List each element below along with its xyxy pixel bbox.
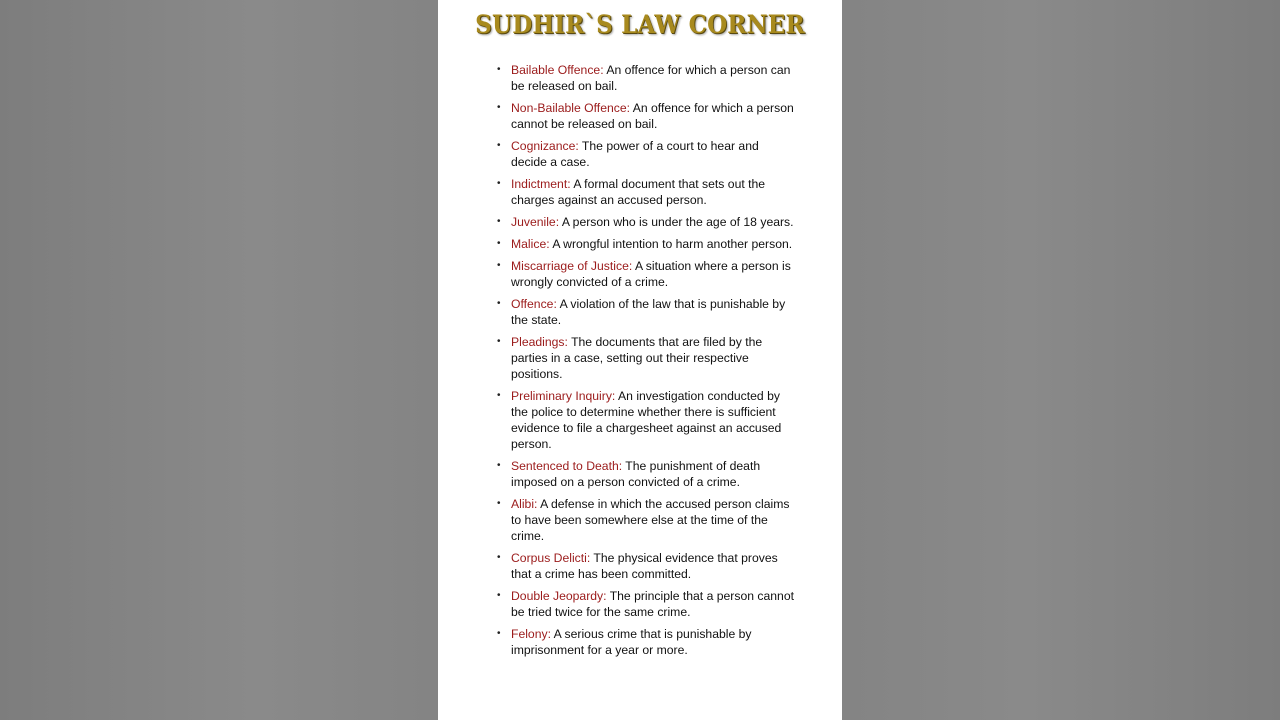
- list-item: [496, 176, 796, 208]
- term-definition: An offence for which a person can be released on bail.: [511, 63, 791, 93]
- bullet-icon: •: [497, 178, 501, 189]
- term-definition: The physical evidence that proves that a crime has been committed.: [511, 551, 778, 581]
- term-label: Pleadings:: [511, 335, 568, 349]
- list-item: [496, 588, 796, 620]
- term-label: Miscarriage of Justice:: [511, 259, 633, 273]
- list-item: [496, 100, 796, 132]
- list-item: [496, 334, 796, 382]
- term-definition: The power of a court to hear and decide a case.: [511, 139, 759, 169]
- list-item: [496, 550, 796, 582]
- term-label: Preliminary Inquiry:: [511, 389, 616, 403]
- bullet-icon: •: [497, 590, 501, 601]
- list-item: [496, 458, 796, 490]
- glossary-list: [496, 62, 796, 664]
- list-item: [496, 296, 796, 328]
- term-label: Alibi:: [511, 497, 538, 511]
- term-label: Felony:: [511, 627, 551, 641]
- bullet-icon: •: [497, 298, 501, 309]
- bullet-icon: •: [497, 336, 501, 347]
- term-definition: An offence for which a person cannot be released on bail.: [511, 101, 794, 131]
- bullet-icon: •: [497, 216, 501, 227]
- list-item: [496, 138, 796, 170]
- term-definition: A person who is under the age of 18 years.: [559, 215, 794, 229]
- list-item: [496, 496, 796, 544]
- term-label: Double Jeopardy:: [511, 589, 607, 603]
- list-item: [496, 214, 796, 230]
- term-definition: The principle that a person cannot be tried twice for the same crime.: [511, 589, 794, 619]
- bullet-icon: •: [497, 460, 501, 471]
- list-item: [496, 258, 796, 290]
- term-definition: A serious crime that is punishable by imprisonment for a year or more.: [511, 627, 752, 657]
- bullet-icon: •: [497, 64, 501, 75]
- document-page: [438, 0, 842, 720]
- term-label: Cognizance:: [511, 139, 579, 153]
- bullet-icon: •: [497, 260, 501, 271]
- list-item: [496, 62, 796, 94]
- term-definition: A wrongful intention to harm another person.: [549, 237, 793, 251]
- bullet-icon: •: [497, 140, 501, 151]
- term-label: Non-Bailable Offence:: [511, 101, 631, 115]
- term-label: Sentenced to Death:: [511, 459, 623, 473]
- term-label: Corpus Delicti:: [511, 551, 591, 565]
- term-label: Indictment:: [511, 177, 571, 191]
- page-title: SUDHIR`S LAW CORNER: [475, 10, 805, 39]
- bullet-icon: •: [497, 390, 501, 401]
- term-label: Malice:: [511, 237, 550, 251]
- term-definition: A defense in which the accused person claims to have been somewhere else at the time of the crime.: [511, 497, 790, 543]
- term-definition: An investigation conducted by the police to determine whether there is sufficient evidence to file a chargesheet against an accused person.: [511, 389, 782, 451]
- term-definition: A situation where a person is wrongly convicted of a crime.: [511, 259, 791, 289]
- list-item: [496, 388, 796, 452]
- term-definition: The punishment of death imposed on a person convicted of a crime.: [511, 459, 761, 489]
- term-label: Juvenile:: [511, 215, 560, 229]
- term-definition: A formal document that sets out the charges against an accused person.: [511, 177, 766, 207]
- bullet-icon: •: [497, 102, 501, 113]
- list-item: [496, 626, 796, 658]
- list-item: [496, 236, 796, 252]
- term-definition: The documents that are filed by the parties in a case, setting out their respective positions.: [511, 335, 763, 381]
- bullet-icon: •: [497, 628, 501, 639]
- term-label: Bailable Offence:: [511, 63, 604, 77]
- bullet-icon: •: [497, 552, 501, 563]
- term-label: Offence:: [511, 297, 557, 311]
- bullet-icon: •: [497, 498, 501, 509]
- term-definition: A violation of the law that is punishable by the state.: [511, 297, 786, 327]
- bullet-icon: •: [497, 238, 501, 249]
